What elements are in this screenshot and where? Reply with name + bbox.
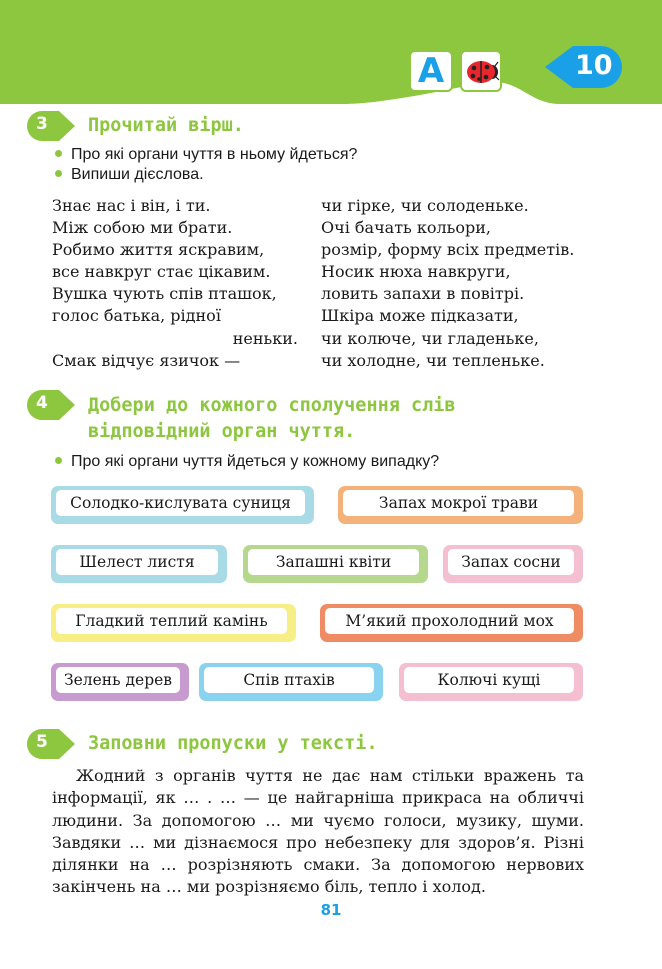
chip-label: Колючі кущі	[404, 667, 574, 693]
poem-right-column	[321, 195, 574, 372]
task-5-number: 5	[36, 732, 48, 752]
chip-sweet-sour-strawberry[interactable]	[51, 486, 314, 524]
task-5-marker	[27, 729, 77, 759]
task-3-bullet-1: Про які органи чуття в ньому йдеться?	[55, 146, 357, 164]
task-4-title-line-1: Добери до кожного сполучення слів	[88, 395, 456, 416]
chip-smooth-warm-stone[interactable]	[51, 604, 296, 642]
task-3-title: Прочитай вірш.	[88, 115, 244, 136]
letter-a-badge	[409, 50, 453, 92]
chip-label: Зелень дерев	[56, 667, 180, 693]
poem-line: ловить запахи в повітрі.	[321, 284, 525, 304]
poem-left-column	[52, 195, 298, 372]
chip-wet-grass-smell[interactable]	[338, 486, 583, 524]
unit-number: 10	[575, 50, 613, 81]
chip-label: Запах сосни	[448, 549, 574, 575]
ladybug-badge	[460, 50, 502, 92]
chip-label: Запашні квіти	[248, 549, 419, 575]
poem-line: Очі бачать кольори,	[321, 218, 491, 238]
chip-soft-cool-moss[interactable]	[320, 604, 583, 642]
task-5-text: Жодний з органів чуття не дає нам стільки вражень та інформації, як … . … — це найгарніша прикраса на обличчі людини. За допомогою … ми чуємо голоси, музику, шуми. Завдяки … ми дізнаємося про небезпеку для здоров’я. Різні ділянки на … розрізняють смаки. За допомогою нервових закінчень на … ми розрізняємо біль, тепло і холод.	[52, 766, 584, 897]
chip-pine-smell[interactable]	[443, 545, 583, 583]
poem-line: чи холодне, чи тепленьке.	[321, 350, 545, 370]
poem-line: чи колюче, чи гладеньке,	[321, 328, 539, 348]
poem-line: чи гірке, чи солоденьке.	[321, 196, 529, 215]
task-3-number: 3	[36, 114, 48, 134]
chip-label: Шелест листя	[56, 549, 218, 575]
task-4-bullet: Про які органи чуття йдеться у кожному випадку?	[55, 453, 439, 471]
chip-label: Гладкий теплий камінь	[56, 608, 287, 634]
chip-label: М’який прохолодний мох	[325, 608, 574, 634]
poem-line: Смак відчує язичок —	[52, 350, 241, 370]
chip-label: Спів птахів	[204, 667, 374, 693]
poem-line: Робимо життя яскравим,	[52, 240, 265, 260]
poem-line: Між собою ми брати.	[52, 218, 233, 238]
task-5-title: Заповни пропуски у тексті.	[88, 733, 378, 754]
ladybug-icon	[462, 52, 500, 90]
unit-number-tab	[545, 44, 623, 90]
poem-line: розмір, форму всіх предметів.	[321, 240, 575, 260]
chip-birdsong[interactable]	[199, 663, 383, 701]
task-3-marker	[27, 111, 77, 141]
letter-a-text: A	[417, 51, 445, 91]
poem-line: неньки.	[232, 328, 298, 348]
chip-leaves-rustle[interactable]	[51, 545, 227, 583]
chip-prickly-bushes[interactable]	[399, 663, 583, 701]
poem-line: все навкруг стає цікавим.	[52, 262, 271, 282]
task-4-number: 4	[36, 393, 48, 413]
poem-line: голос батька, рідної	[52, 306, 221, 326]
page-number: 81	[320, 901, 342, 919]
chip-fragrant-flowers[interactable]	[243, 545, 428, 583]
chip-label: Запах мокрої трави	[343, 490, 574, 516]
chip-label: Солодко-кислувата суниця	[56, 490, 305, 516]
chip-tree-greenery[interactable]	[51, 663, 189, 701]
poem-line: Вушка чують спів пташок,	[52, 284, 277, 304]
poem-line: Носик нюха навкруги,	[321, 262, 511, 282]
poem-line: Шкіра може підказати,	[321, 306, 519, 326]
task-4-title-line-2: відповідний орган чуття.	[88, 421, 356, 442]
task-4-marker	[27, 390, 77, 420]
task-3-bullet-2: Випиши дієслова.	[55, 166, 204, 184]
poem-line: Знає нас і він, і ти.	[52, 196, 211, 215]
